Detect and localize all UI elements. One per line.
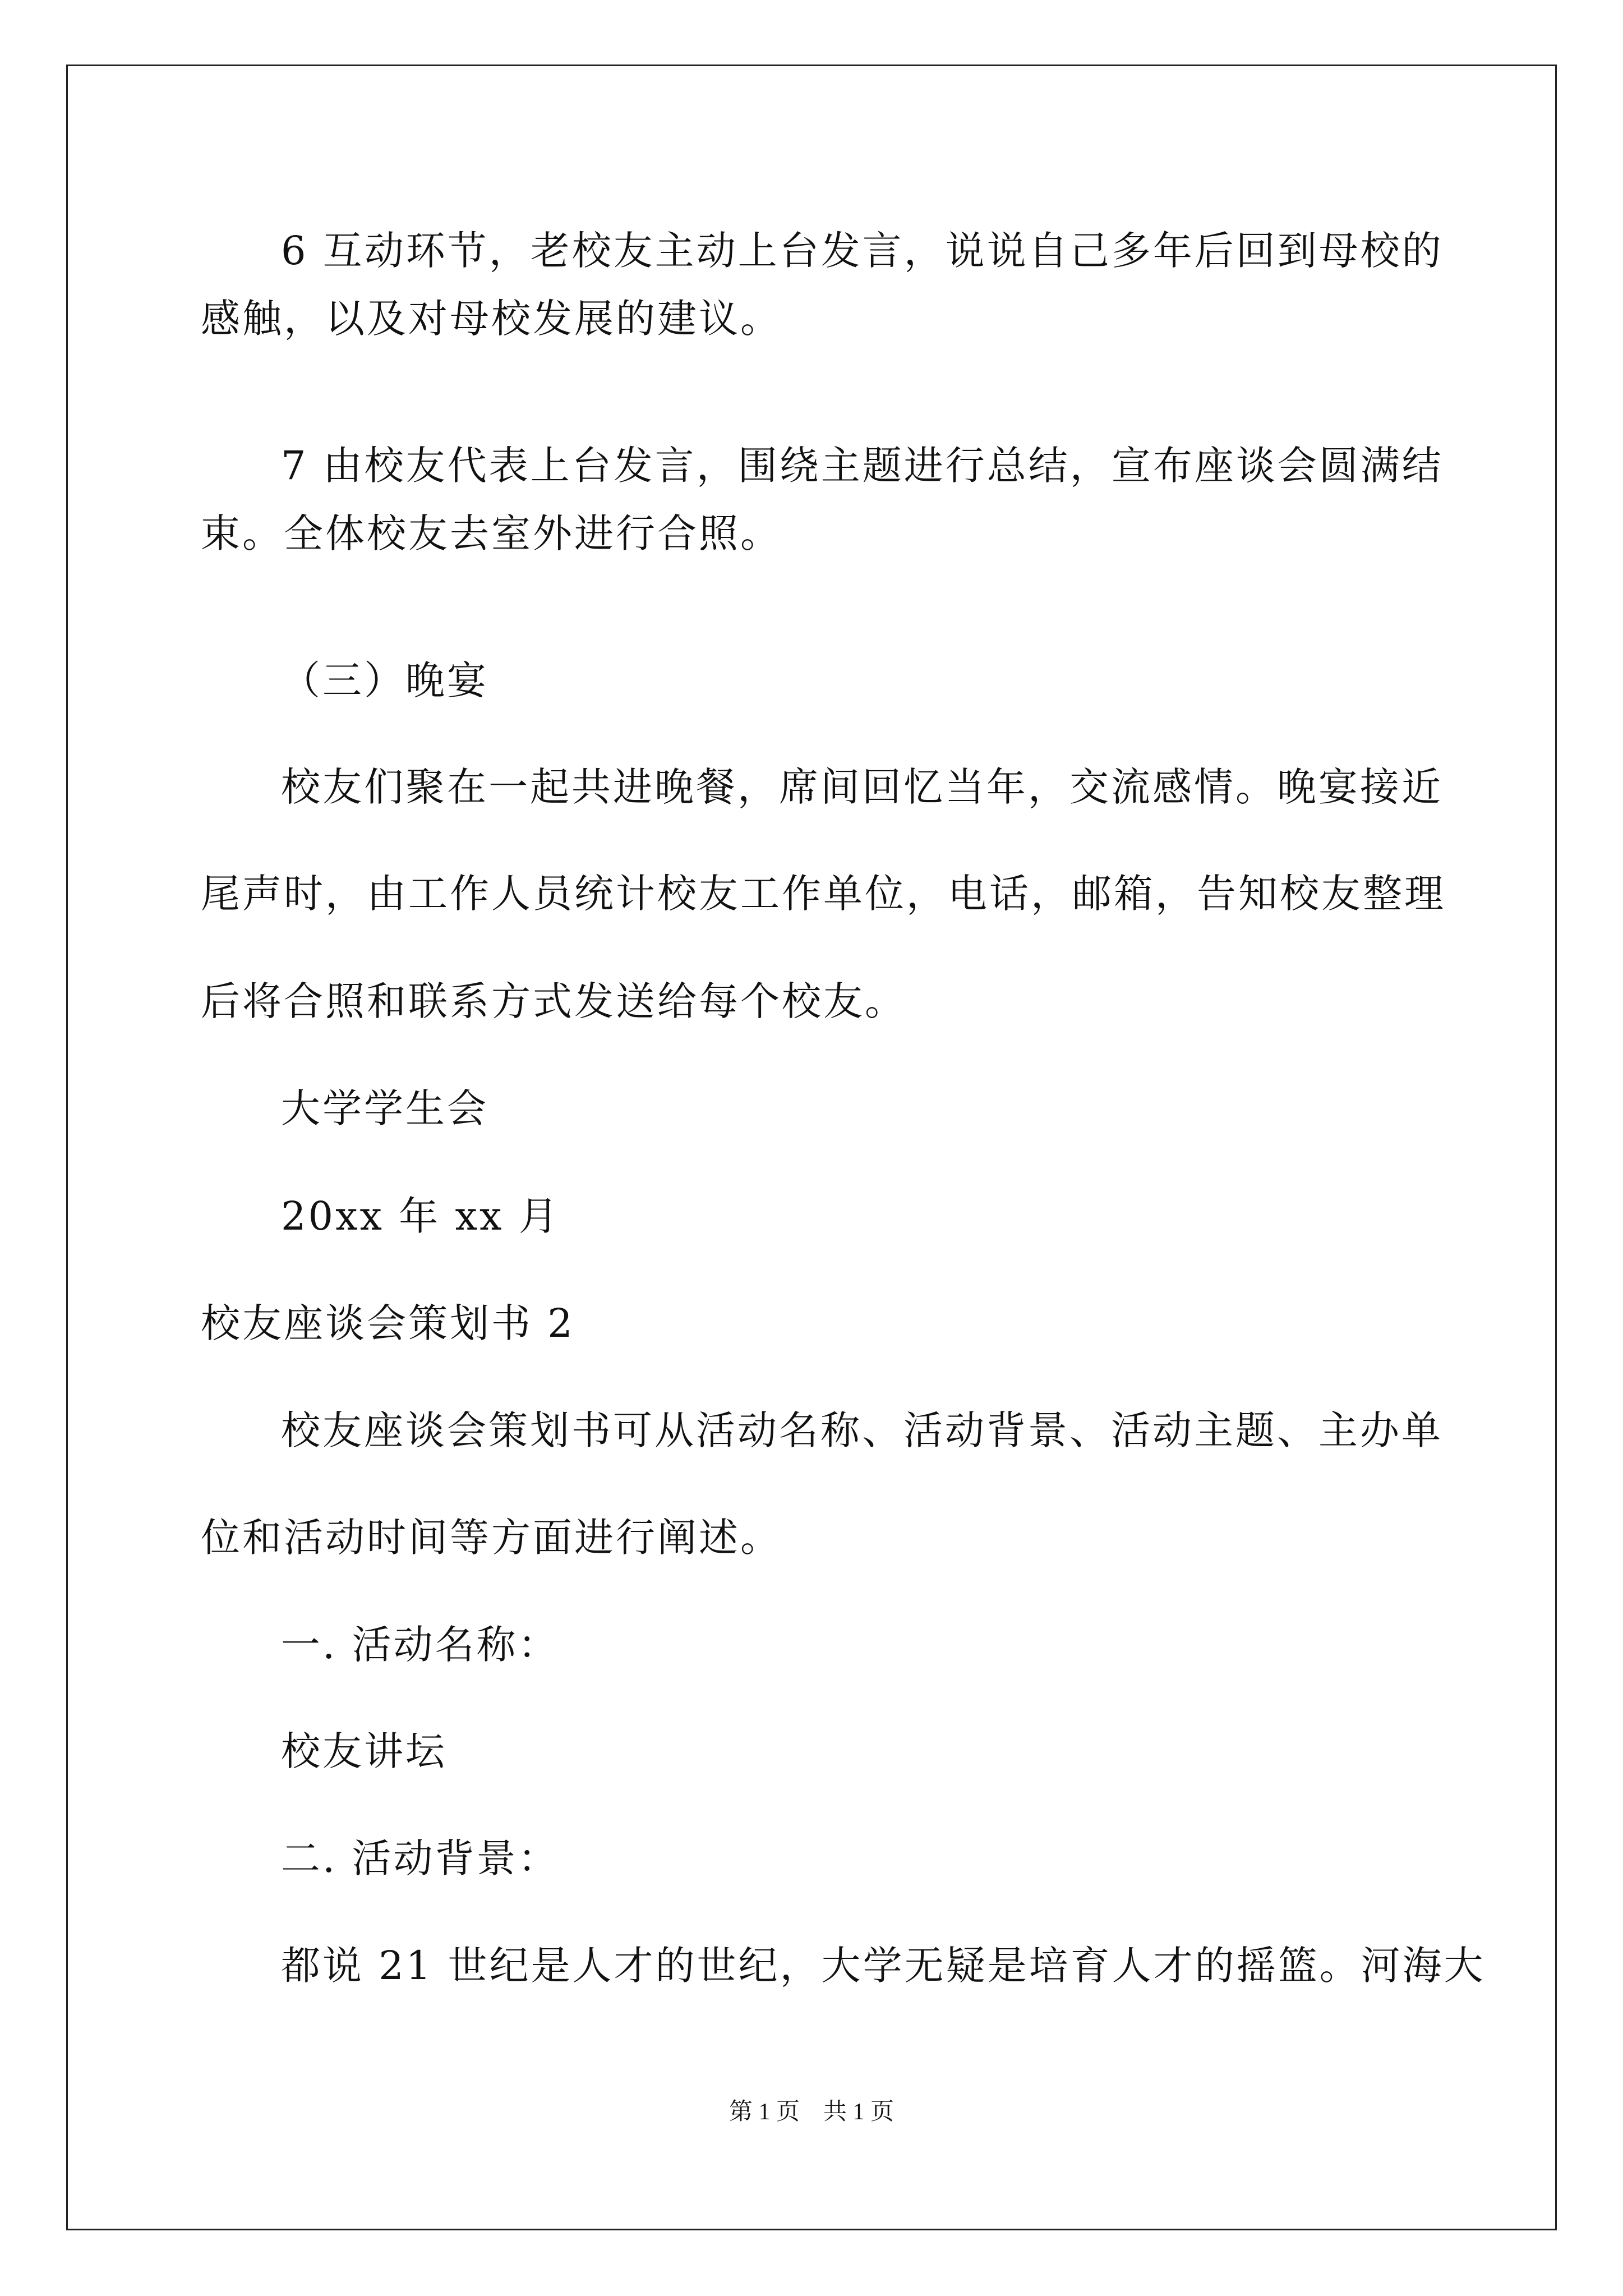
page-border — [66, 65, 1557, 2230]
signature-org: 大学学生会 — [281, 1085, 488, 1131]
document-title: 校友座谈会策划书 2 — [201, 1300, 575, 1346]
paragraph-line: 都说 21 世纪是人才的世纪，大学无疑是培育人才的摇篮。河海大 — [281, 1943, 1486, 1989]
section-heading: 二. 活动背景： — [281, 1835, 560, 1881]
section-heading: （三）晚宴 — [281, 657, 488, 703]
paragraph-line: 校友讲坛 — [281, 1728, 447, 1774]
paragraph-line: 尾声时，由工作人员统计校友工作单位，电话，邮箱，告知校友整理 — [201, 871, 1446, 917]
paragraph-line: 位和活动时间等方面进行阐述。 — [201, 1515, 782, 1561]
paragraph-line: 束。全体校友去室外进行合照。 — [201, 510, 782, 556]
page-footer: 第 1 页 共 1 页 — [728, 2099, 894, 2125]
paragraph-line: 感触，以及对母校发展的建议。 — [201, 296, 782, 342]
paragraph-line: 6 互动环节，老校友主动上台发言，说说自己多年后回到母校的 — [281, 228, 1444, 274]
paragraph-line: 7 由校友代表上台发言，围绕主题进行总结，宣布座谈会圆满结 — [281, 443, 1444, 489]
paragraph-line: 校友们聚在一起共进晚餐，席间回忆当年，交流感情。晚宴接近 — [281, 764, 1443, 810]
signature-date: 20xx 年 xx 月 — [281, 1193, 560, 1239]
paragraph-line: 后将合照和联系方式发送给每个校友。 — [201, 978, 906, 1024]
paragraph-line: 校友座谈会策划书可从活动名称、活动背景、活动主题、主办单 — [281, 1407, 1443, 1453]
section-heading: 一. 活动名称： — [281, 1622, 560, 1668]
